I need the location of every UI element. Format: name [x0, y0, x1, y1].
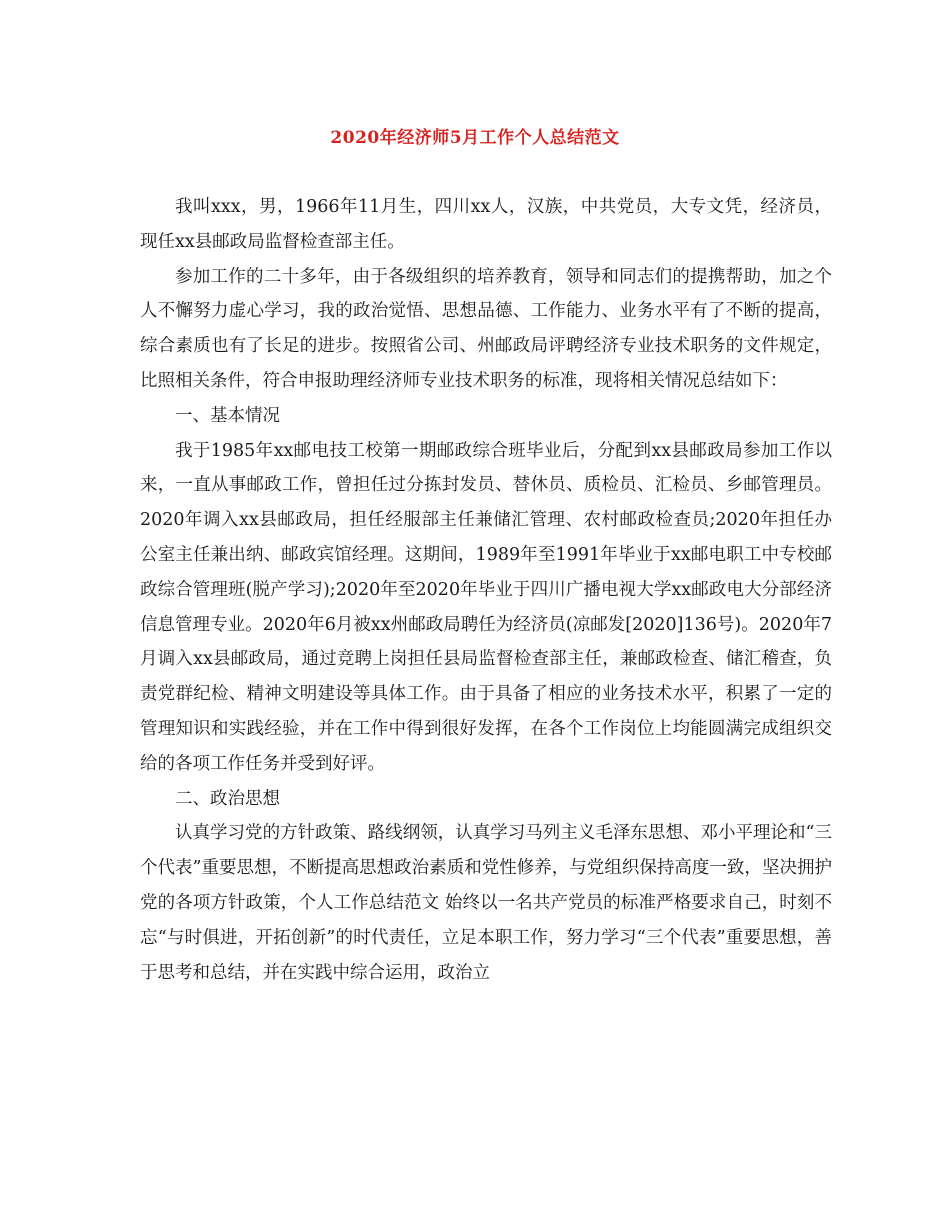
- section-heading-basic-info: 一、基本情况: [175, 405, 280, 426]
- section-heading-political-thought: 二、政治思想: [175, 788, 280, 809]
- paragraph-political-thought: 认真学习党的方针政策、路线纲领，认真学习马列主义毛泽东思想、邓小平理论和“三个代表”重要思想，不断提高思想政治素质和党性修养，与党组织保持高度一致，坚决拥护党的各项方针政策，个人工作总结范文 始终以一名共产党员的标准严格要求自己，时刻不忘“与时俱进，开拓创新”的时代责任，立足本职工作，努力学习“三个代表”重要思想，善于思考和总结，并在实践中综合运用，政治立: [140, 823, 832, 983]
- paragraph-intro: 我叫xxx，男，1966年11月生，四川xx人，汉族，中共党员，大专文凭，经济员，现任xx县邮政局监督检查部主任。: [140, 197, 832, 252]
- document-title: 2020年经济师5月工作个人总结范文: [330, 128, 620, 148]
- document-body: [140, 190, 832, 990]
- paragraph-basic-info: 我于1985年xx邮电技工校第一期邮政综合班毕业后，分配到xx县邮政局参加工作以来，一直从事邮政工作，曾担任过分拣封发员、替休员、质检员、汇检员、乡邮管理员。2020年调入xx县邮政局，担任经服部主任兼储汇管理、农村邮政检查员;2020年担任办公室主任兼出纳、邮政宾馆经理。这期间，1989年至1991年毕业于xx邮电职工中专校邮政综合管理班(脱产学习);2020年至2020年毕业于四川广播电视大学xx邮政电大分部经济信息管理专业。2020年6月被xx州邮政局聘任为经济员(凉邮发[2020]136号)。2020年7月调入xx县邮政局，通过竞聘上岗担任县局监督检查部主任，兼邮政检查、储汇稽查，负责党群纪检、精神文明建设等具体工作。由于具备了相应的业务技术水平，积累了一定的管理知识和实践经验，并在工作中得到很好发挥，在各个工作岗位上均能圆满完成组织交给的各项工作任务并受到好评。: [140, 440, 832, 774]
- paragraph-overview: 参加工作的二十多年，由于各级组织的培养教育，领导和同志们的提携帮助，加之个人不懈努力虚心学习，我的政治觉悟、思想品德、工作能力、业务水平有了不断的提高，综合素质也有了长足的进步。按照省公司、州邮政局评聘经济专业技术职务的文件规定，比照相关条件，符合申报助理经济师专业技术职务的标准，现将相关情况总结如下：: [140, 266, 832, 391]
